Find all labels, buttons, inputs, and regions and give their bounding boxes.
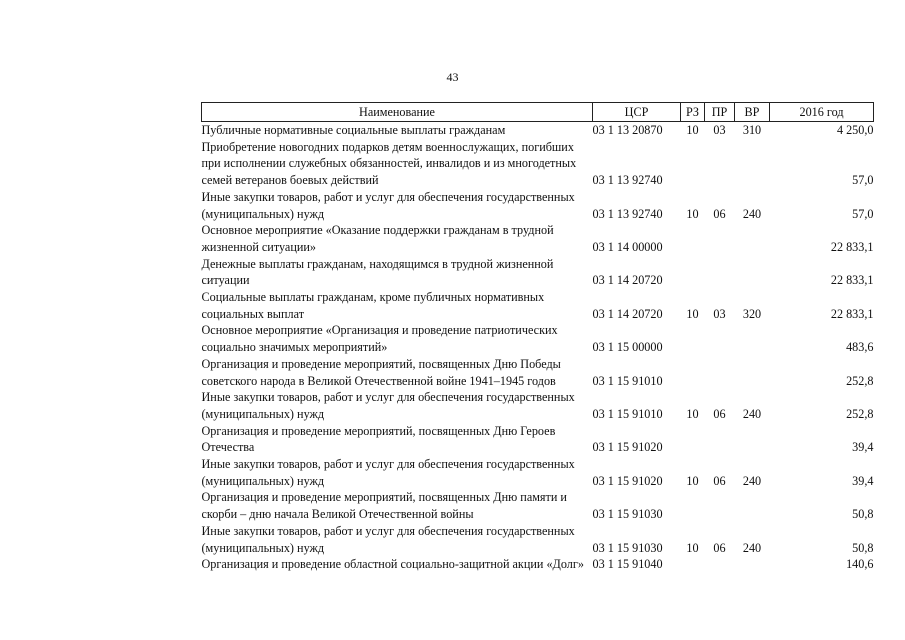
- row-name: Основное мероприятие «Организация и проведение патриотических социально значимых мероприятий»: [201, 323, 558, 355]
- row-rz: [681, 139, 705, 189]
- row-csr: 03 1 15 91010: [592, 406, 663, 421]
- table-row: [202, 189, 874, 222]
- row-pr: [705, 139, 735, 189]
- row-vr: [735, 356, 770, 389]
- row-rz: [681, 256, 705, 289]
- row-amount: 4 250,0: [836, 123, 874, 137]
- table-row: [202, 122, 874, 139]
- row-name: Публичные нормативные социальные выплаты гражданам: [201, 123, 506, 137]
- row-vr: [735, 256, 770, 289]
- row-amount: 22 833,1: [830, 306, 874, 321]
- row-name: Иные закупки товаров, работ и услуг для обеспечения государственных (муниципальных) нужд: [201, 523, 575, 555]
- row-csr: 03 1 15 91020: [592, 440, 663, 455]
- row-amount: 22 833,1: [830, 239, 874, 254]
- row-vr: 310: [742, 123, 762, 137]
- row-csr: 03 1 15 00000: [592, 340, 663, 355]
- row-pr: 06: [713, 473, 726, 488]
- row-name: Иные закупки товаров, работ и услуг для обеспечения государственных (муниципальных) нужд: [201, 390, 575, 421]
- row-rz: 10: [686, 406, 699, 421]
- row-csr: 03 1 13 92740: [592, 173, 663, 188]
- row-vr: 320: [742, 306, 762, 321]
- row-amount: 39,4: [852, 473, 874, 488]
- row-rz: 10: [686, 206, 699, 221]
- row-name: Организация и проведение мероприятий, посвященных Дню Героев Отечества: [201, 423, 556, 455]
- row-pr: 06: [713, 206, 726, 221]
- table-row: [202, 322, 874, 355]
- row-name: Организация и проведение мероприятий, посвященных Дню памяти и скорби – дню начала Великой Отечественной войны: [201, 490, 567, 522]
- row-pr: [705, 489, 735, 522]
- header-year: 2016 год: [770, 103, 874, 122]
- row-amount: 22 833,1: [830, 273, 874, 288]
- header-name: Наименование: [202, 103, 593, 122]
- row-pr: 06: [713, 406, 726, 421]
- table-row: [202, 256, 874, 289]
- row-name: Денежные выплаты гражданам, находящимся в трудной жизненной ситуации: [201, 256, 554, 288]
- table-row: [202, 222, 874, 255]
- row-pr: [705, 356, 735, 389]
- table-row: [202, 289, 874, 322]
- row-rz: 10: [686, 473, 699, 488]
- row-csr: 03 1 14 20720: [592, 273, 663, 288]
- row-rz: 10: [686, 306, 699, 321]
- row-pr: [705, 256, 735, 289]
- row-csr: 03 1 15 91030: [592, 540, 663, 555]
- row-csr: 03 1 14 20720: [592, 306, 663, 321]
- row-name: Организация и проведение областной социально-защитной акции «Долг»: [201, 557, 584, 572]
- row-pr: 06: [713, 540, 726, 555]
- row-pr: [705, 322, 735, 355]
- row-vr: 240: [742, 406, 762, 421]
- row-name: Иные закупки товаров, работ и услуг для обеспечения государственных (муниципальных) нужд: [201, 457, 575, 488]
- row-pr: [705, 556, 735, 573]
- row-rz: [681, 489, 705, 522]
- row-csr: 03 1 15 91040: [592, 557, 663, 572]
- row-amount: 57,0: [852, 173, 874, 188]
- table-row: [202, 423, 874, 456]
- table-row: [202, 489, 874, 522]
- row-amount: 252,8: [846, 406, 874, 421]
- header-rz: РЗ: [681, 103, 705, 122]
- row-vr: [735, 322, 770, 355]
- row-csr: 03 1 14 00000: [592, 239, 663, 254]
- table-row: [202, 356, 874, 389]
- row-csr: 03 1 15 91010: [592, 373, 663, 388]
- header-csr: ЦСР: [593, 103, 681, 122]
- row-rz: [681, 322, 705, 355]
- row-amount: 50,8: [852, 540, 874, 555]
- row-csr: 03 1 13 92740: [592, 206, 663, 221]
- row-csr: 03 1 15 91030: [592, 507, 663, 522]
- row-name: Социальные выплаты гражданам, кроме публичных нормативных социальных выплат: [201, 290, 545, 321]
- table-row: [202, 456, 874, 489]
- row-vr: 240: [742, 540, 762, 555]
- row-vr: 240: [742, 473, 762, 488]
- row-vr: [735, 489, 770, 522]
- row-amount: 50,8: [852, 507, 874, 522]
- row-amount: 252,8: [846, 373, 874, 388]
- row-pr: 03: [713, 123, 726, 137]
- row-amount: 57,0: [852, 206, 874, 221]
- row-rz: 10: [686, 540, 699, 555]
- header-pr: ПР: [705, 103, 735, 122]
- table-row: [202, 389, 874, 422]
- row-csr: 03 1 15 91020: [592, 473, 663, 488]
- row-name: Приобретение новогодних подарков детям военнослужащих, погибших при исполнении служебных обязанностей, инвалидов и из многодетных семей ветеранов боевых действий: [201, 139, 577, 188]
- header-vr: ВР: [735, 103, 770, 122]
- row-rz: 10: [686, 123, 699, 137]
- row-amount: 39,4: [852, 440, 874, 455]
- row-name: Организация и проведение мероприятий, посвященных Дню Победы советского народа в Великой Отечественной войне 1941–1945 годов: [201, 356, 561, 388]
- row-vr: 240: [742, 206, 762, 221]
- row-pr: [705, 222, 735, 255]
- row-amount: 483,6: [846, 340, 874, 355]
- row-rz: [681, 556, 705, 573]
- row-csr: 03 1 13 20870: [592, 123, 663, 137]
- row-name: Иные закупки товаров, работ и услуг для обеспечения государственных (муниципальных) нужд: [201, 189, 575, 221]
- row-amount: 140,6: [846, 557, 874, 572]
- row-name: Основное мероприятие «Оказание поддержки гражданам в трудной жизненной ситуации»: [201, 223, 554, 254]
- row-vr: [735, 139, 770, 189]
- table-row: [202, 556, 874, 573]
- row-vr: [735, 556, 770, 573]
- row-pr: [705, 423, 735, 456]
- table-header-row: [202, 103, 874, 122]
- row-pr: 03: [713, 306, 726, 321]
- row-rz: [681, 356, 705, 389]
- page-number: 43: [446, 70, 459, 84]
- row-rz: [681, 222, 705, 255]
- table-row: [202, 523, 874, 556]
- row-rz: [681, 423, 705, 456]
- budget-table: [201, 102, 874, 573]
- row-vr: [735, 222, 770, 255]
- table-row: [202, 139, 874, 189]
- row-vr: [735, 423, 770, 456]
